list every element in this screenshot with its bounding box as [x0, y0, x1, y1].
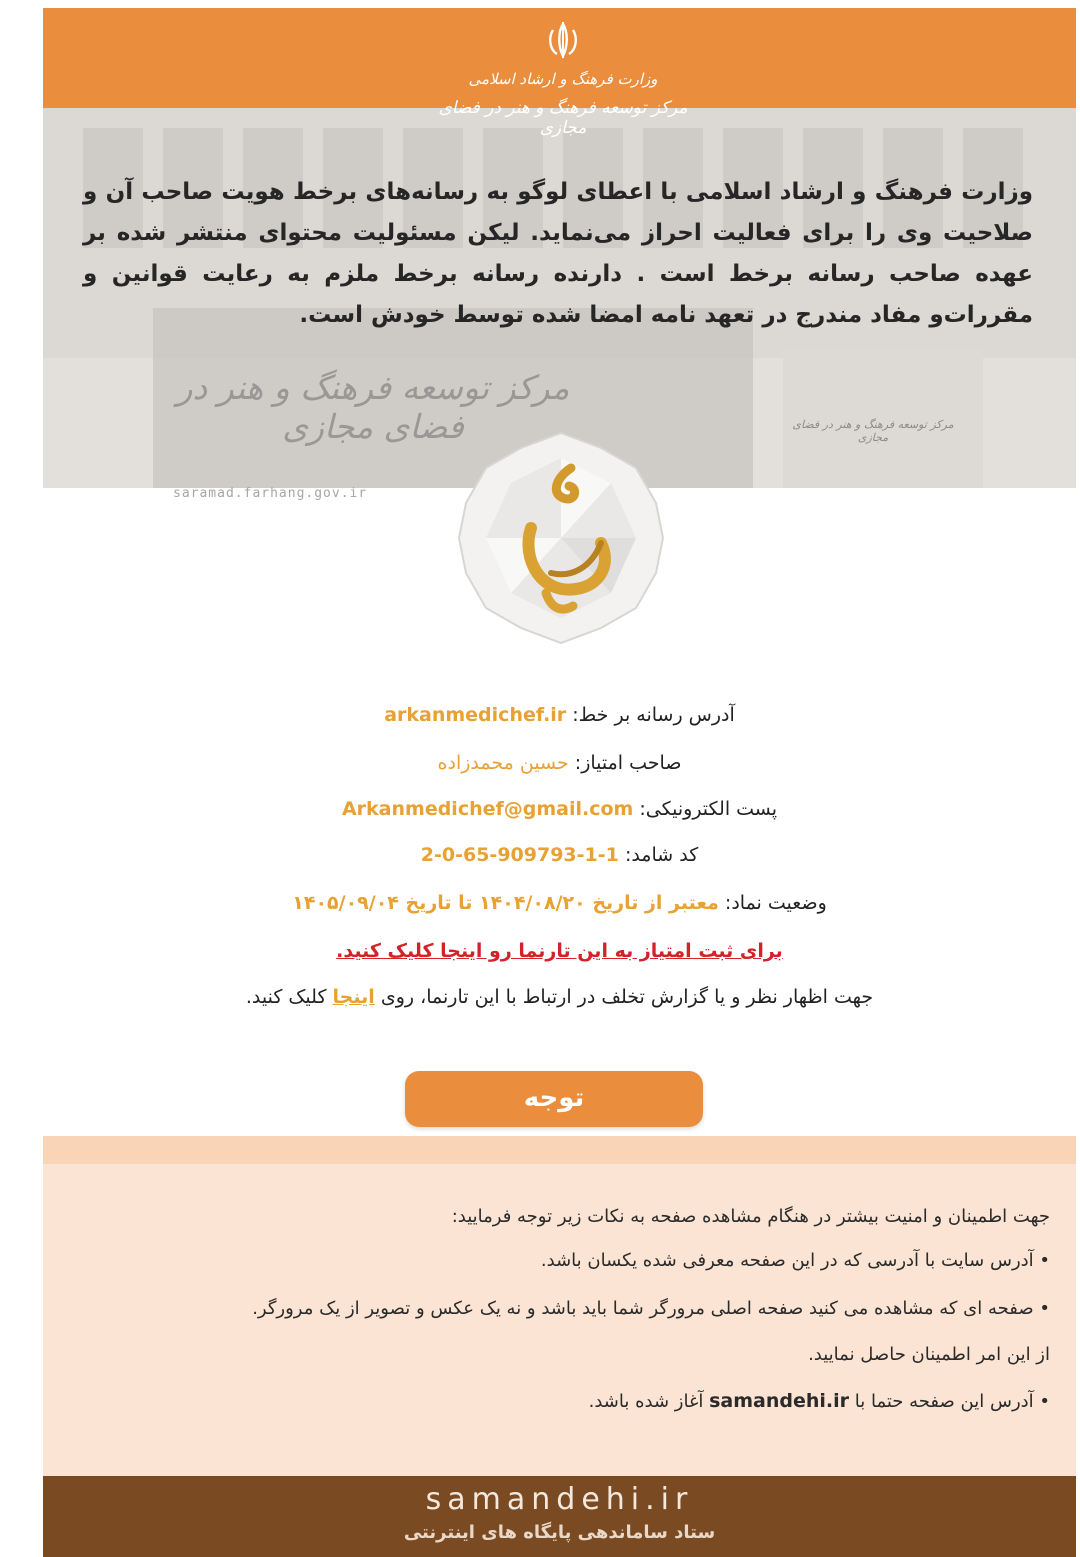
owner-row: [43, 752, 1076, 774]
owner-label: صاحب امتیاز:: [574, 752, 682, 774]
media-address-value: arkanmedichef.ir: [384, 704, 567, 726]
attention-point-3: [63, 1390, 1050, 1412]
email-row: [43, 798, 1076, 820]
badge-status-row: [43, 892, 1076, 914]
attention-intro: جهت اطمینان و امنیت بیشتر در هنگام مشاهده صفحه به نکات زیر توجه فرمایید:: [451, 1206, 1050, 1227]
email-label: پست الکترونیکی:: [639, 798, 778, 820]
hero-statement: وزارت فرهنگ و ارشاد اسلامی با اعطای لوگو به رسانه‌های برخط هویت صاحب آن و صلاحیت وی را برای فعالیت احراز می‌نماید. لیکن مسئولیت محتوای منتشر شده بر عهده صاحب رسانه برخط است . دارنده رسانه برخط ملزم به رعایت قوانین و مقررات‌و مفاد مندرج در تعهد نامه امضا شده توسط خودش است.: [83, 179, 1033, 328]
media-address-row: [43, 704, 1076, 726]
report-row: [43, 986, 1076, 1008]
attention-point-2-continued: از این امر اطمینان حاصل نمایید.: [808, 1344, 1050, 1365]
attention-title: توجه: [405, 1071, 703, 1127]
ministry-emblem-block: [423, 18, 703, 148]
attention-section: [43, 1038, 1076, 1476]
shamad-code-label: کد شامد:: [624, 844, 699, 866]
center-name: مرکز توسعه فرهنگ و هنر در فضای مجازی: [438, 98, 688, 138]
media-address-label: آدرس رسانه بر خط:: [572, 704, 735, 726]
badge-status-value: معتبر از تاریخ ۱۴۰۴/۰۸/۲۰ تا تاریخ ۱۴۰۵/۰۹/۰۴: [292, 892, 719, 914]
footer-domain: samandehi.ir: [425, 1482, 694, 1517]
attention-point-1: • آدرس سایت با آدرسی که در این صفحه معرفی شده یکسان باشد.: [540, 1250, 1050, 1271]
shamad-code-value: 1-1-909793-65-0-2: [420, 844, 619, 866]
report-text-before: جهت اظهار نظر و یا گزارش تخلف در ارتباط با این تارنما، روی: [380, 986, 874, 1008]
building-sign-small: مرکز توسعه فرهنگ و هنر در فضای مجازی: [792, 418, 954, 444]
attention-point-3-before: • آدرس این صفحه حتما با: [854, 1391, 1050, 1412]
report-here-link[interactable]: اینجا: [332, 986, 375, 1008]
footer: [43, 1476, 1076, 1557]
rate-site-link[interactable]: برای ثبت امتیاز به این تارنما رو اینجا کلیک کنید.: [336, 940, 783, 962]
attention-point-2: • صفحه ای که مشاهده می کنید صفحه اصلی مرورگر شما باید باشد و نه یک عکس و تصویر از یک مرورگر.: [252, 1298, 1050, 1319]
attention-point-3-after: آغاز شده باشد.: [588, 1391, 704, 1412]
attention-point-3-domain: samandehi.ir: [709, 1390, 850, 1412]
owner-value: حسین محمدزاده: [437, 752, 569, 774]
samandehi-page: [43, 8, 1076, 1557]
iran-emblem-icon: [541, 18, 585, 62]
email-value: Arkanmedichef@gmail.com: [341, 798, 634, 820]
rate-row: [43, 940, 1076, 962]
badge-status-label: وضعیت نماد:: [724, 892, 827, 914]
footer-org-name: ستاد ساماندهی پایگاه های اینترنتی: [403, 1522, 716, 1543]
building-sign-title: مرکز توسعه فرهنگ و هنر در فضای مجازی: [176, 368, 570, 446]
samandehi-badge-logo: [451, 428, 671, 648]
shamad-code-row: [43, 844, 1076, 866]
ministry-name: وزارت فرهنگ و ارشاد اسلامی: [468, 70, 658, 88]
building-sign-url: saramad.farhang.gov.ir: [173, 486, 368, 501]
attention-band-bottom: [43, 1136, 1076, 1164]
report-text-after: کلیک کنید.: [245, 986, 327, 1008]
